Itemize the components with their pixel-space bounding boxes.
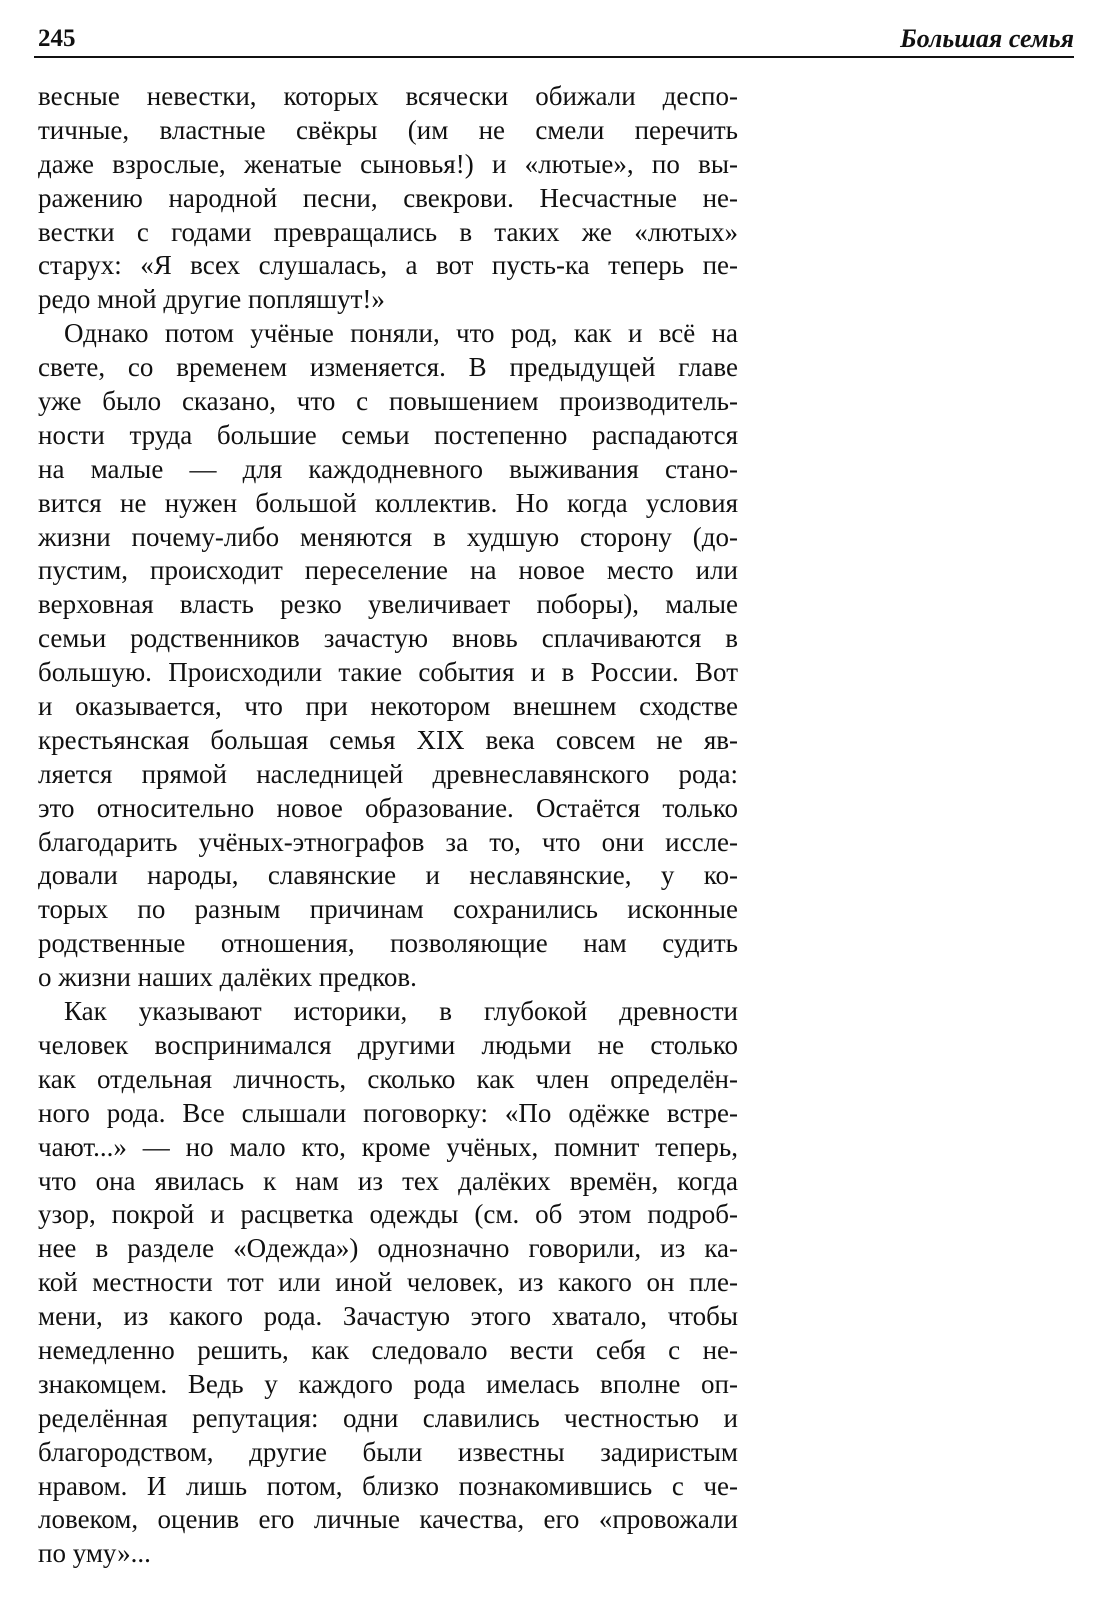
text-line: что она явилась к нам из тех далёких времён, когда bbox=[38, 1165, 738, 1196]
text-line: по уму»... bbox=[38, 1538, 151, 1569]
text-line: свете, со временем изменяется. В предыдущей главе bbox=[38, 352, 738, 383]
text-line: как отдельная личность, сколько как член определён- bbox=[38, 1063, 738, 1094]
text-line: немедленно решить, как следовало вести себя с не- bbox=[38, 1334, 738, 1365]
text-line: ловеком, оценив его личные качества, его «провожали bbox=[38, 1504, 738, 1535]
text-line: семьи родственников зачастую вновь сплачиваются в bbox=[38, 623, 738, 654]
text-line: вится не нужен большой коллектив. Но когда условия bbox=[38, 487, 738, 518]
text-line: благородством, другие были известны задиристым bbox=[38, 1436, 738, 1467]
text-line: Однако потом учёные поняли, что род, как и всё на bbox=[64, 318, 738, 349]
text-line: редо мной другие попляшут!» bbox=[38, 284, 385, 315]
page-header bbox=[34, 22, 1074, 58]
text-line: на малые — для каждодневного выживания стано- bbox=[38, 453, 738, 484]
text-line: нее в разделе «Одежда») однозначно говорили, из ка- bbox=[38, 1233, 738, 1264]
text-line: человек воспринимался другими людьми не столько bbox=[38, 1029, 738, 1060]
text-line: Как указывают историки, в глубокой древности bbox=[64, 996, 738, 1027]
text-line: это относительно новое образование. Остаётся только bbox=[38, 792, 738, 823]
text-line: торых по разным причинам сохранились исконные bbox=[38, 894, 738, 925]
body-text bbox=[38, 80, 738, 1571]
text-line: пустим, происходит переселение на новое место или bbox=[38, 555, 738, 586]
text-line: знакомцем. Ведь у каждого рода имелась вполне оп- bbox=[38, 1368, 738, 1399]
text-line: мени, из какого рода. Зачастую этого хватало, чтобы bbox=[38, 1301, 738, 1332]
text-line: нравом. И лишь потом, близко познакомившись с че- bbox=[38, 1470, 738, 1501]
running-title: Большая семья bbox=[900, 24, 1074, 53]
text-line: верховная власть резко увеличивает поборы), малые bbox=[38, 589, 738, 620]
text-line: благодарить учёных-этнографов за то, что они иссле- bbox=[38, 826, 738, 857]
text-line: ражению народной песни, свекрови. Несчастные не- bbox=[38, 182, 738, 213]
text-line: ляется прямой наследницей древнеславянского рода: bbox=[38, 758, 738, 789]
text-line: чают...» — но мало кто, кроме учёных, помнит теперь, bbox=[38, 1131, 738, 1162]
text-line: вестки с годами превращались в таких же «лютых» bbox=[38, 216, 738, 247]
text-line: уже было сказано, что с повышением производитель- bbox=[38, 386, 738, 417]
text-line: узор, покрой и расцветка одежды (см. об этом подроб- bbox=[38, 1199, 738, 1230]
text-line: родственные отношения, позволяющие нам судить bbox=[38, 928, 738, 959]
text-line: крестьянская большая семья XIX века совсем не яв- bbox=[38, 724, 738, 755]
text-line: довали народы, славянские и неславянские, у ко- bbox=[38, 860, 738, 891]
text-line: даже взрослые, женатые сыновья!) и «лютые», по вы- bbox=[38, 148, 738, 179]
text-line: и оказывается, что при некотором внешнем сходстве bbox=[38, 691, 738, 722]
text-line: жизни почему-либо меняются в худшую сторону (до- bbox=[38, 521, 738, 552]
text-line: ности труда большие семьи постепенно распадаются bbox=[38, 419, 738, 450]
text-line: ределённая репутация: одни славились честностью и bbox=[38, 1402, 738, 1433]
text-line: весные невестки, которых всячески обижали деспо- bbox=[38, 81, 738, 111]
text-line: тичные, властные свёкры (им не смели перечить bbox=[38, 114, 738, 145]
text-line: старух: «Я всех слушалась, а вот пусть-ка теперь пе- bbox=[38, 250, 738, 281]
text-line: о жизни наших далёких предков. bbox=[38, 962, 417, 993]
page-number: 245 bbox=[38, 25, 76, 52]
text-line: кой местности тот или иной человек, из какого он пле- bbox=[38, 1267, 738, 1298]
text-line: большую. Происходили такие события и в России. Вот bbox=[38, 657, 738, 688]
text-line: ного рода. Все слышали поговорку: «По одёжке встре- bbox=[38, 1097, 738, 1128]
